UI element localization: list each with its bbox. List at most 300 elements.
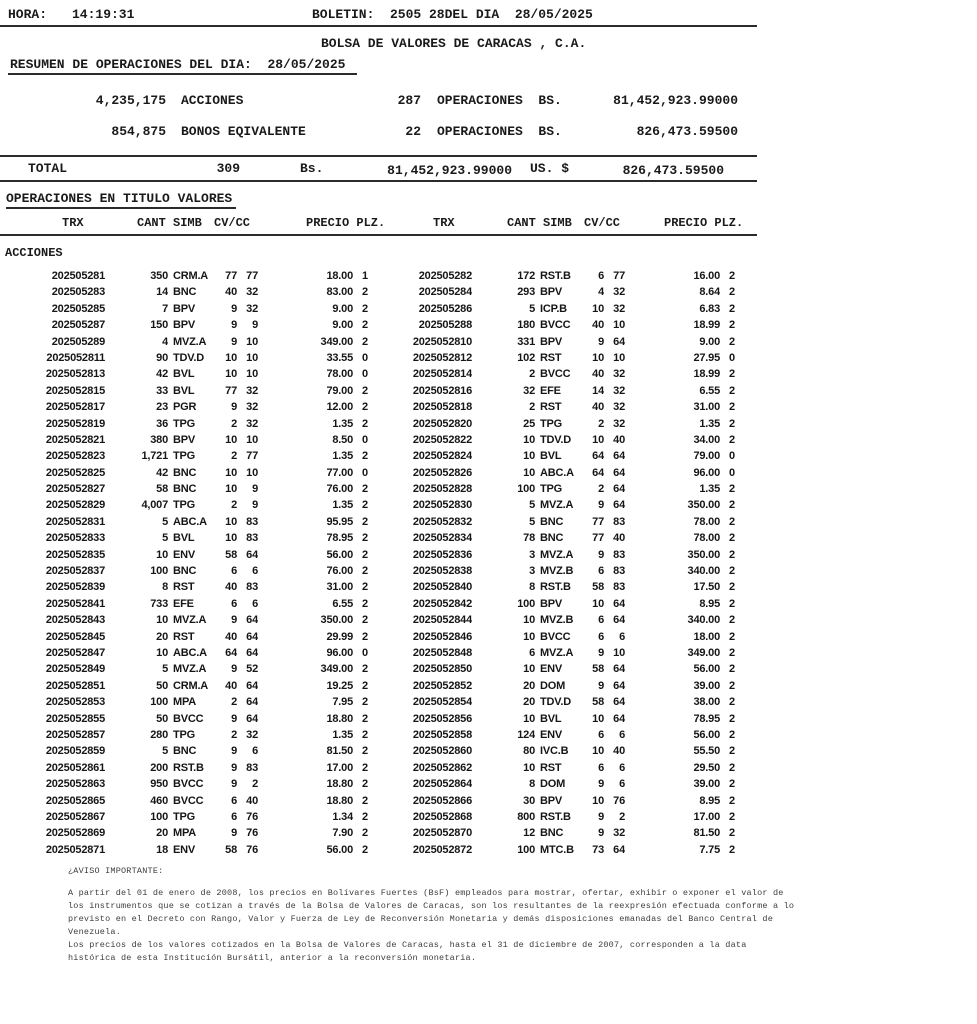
cell-simb: BPV — [173, 302, 196, 315]
cell-simb: PGR — [173, 401, 197, 414]
cell-precio: 18.99 — [693, 368, 720, 381]
cell-cv: 2 — [231, 450, 237, 463]
cell-cant: 100 — [517, 483, 535, 496]
cell-cant: 25 — [523, 417, 535, 430]
cell-simb: ICP.B — [540, 302, 567, 315]
cell-cant: 78 — [523, 532, 535, 545]
cell-cv: 10 — [225, 532, 237, 545]
cell-precio: 1.35 — [332, 499, 353, 512]
cell-cv: 58 — [225, 548, 237, 561]
cell-cv: 64 — [225, 646, 237, 659]
cell-trx: 2025052816 — [412, 384, 472, 397]
cell-cv: 40 — [225, 581, 237, 594]
cell-trx: 2025052821 — [45, 433, 105, 446]
cell-cv: 9 — [598, 499, 604, 512]
cell-cv: 77 — [592, 532, 604, 545]
cell-trx: 2025052811 — [46, 351, 105, 364]
cell-plz: 2 — [729, 827, 735, 840]
cell-precio: 19.25 — [326, 679, 353, 692]
table-row-left — [0, 645, 377, 661]
cell-trx: 2025052810 — [412, 335, 472, 348]
cell-precio: 9.00 — [332, 302, 353, 315]
cell-cant: 12 — [523, 827, 535, 840]
cell-cv: 40 — [225, 286, 237, 299]
cell-simb: ENV — [540, 663, 563, 676]
cell-precio: 8.95 — [699, 794, 720, 807]
cell-cant: 36 — [156, 417, 168, 430]
table-row — [0, 596, 760, 612]
cell-cc: 32 — [246, 286, 258, 299]
cell-simb: ENV — [173, 548, 196, 561]
cell-cc: 64 — [613, 499, 625, 512]
cell-precio: 39.00 — [693, 778, 720, 791]
cell-cant: 460 — [150, 794, 168, 807]
cell-cv: 58 — [225, 843, 237, 856]
cell-cant: 32 — [523, 384, 535, 397]
table-row — [0, 301, 760, 317]
cell-trx: 2025052831 — [45, 515, 105, 528]
cell-trx: 2025052832 — [412, 515, 472, 528]
cell-trx: 2025052846 — [412, 630, 472, 643]
table-row-right — [367, 547, 744, 563]
cell-cc: 77 — [246, 270, 258, 282]
cell-precio: 9.00 — [699, 335, 720, 348]
cell-cc: 77 — [613, 270, 625, 282]
cell-cc: 83 — [246, 532, 258, 545]
cell-cv: 64 — [592, 466, 604, 479]
cell-cc: 32 — [613, 827, 625, 840]
cell-simb: MVZ.B — [540, 614, 574, 627]
col-header-cvcc-left: CV/CC — [214, 216, 251, 230]
cell-cc: 40 — [613, 745, 625, 758]
col-header-cant-simb-right: CANT SIMB — [507, 216, 572, 230]
cell-precio: 56.00 — [326, 548, 353, 561]
cell-cant: 200 — [150, 761, 168, 774]
cell-trx: 2025052829 — [45, 499, 105, 512]
cell-simb: DOM — [540, 679, 566, 692]
cell-plz: 2 — [362, 532, 368, 545]
table-row-left — [0, 776, 377, 792]
cell-precio: 76.00 — [326, 565, 353, 578]
cell-plz: 2 — [362, 401, 368, 414]
cell-cc: 9 — [252, 319, 258, 332]
cell-precio: 38.00 — [693, 696, 720, 709]
cell-simb: BVCC — [173, 794, 204, 807]
cell-trx: 2025052836 — [412, 548, 472, 561]
cell-trx: 2025052862 — [412, 761, 472, 774]
cell-plz: 2 — [362, 761, 368, 774]
table-row — [0, 563, 760, 579]
cell-cant: 2 — [529, 368, 535, 381]
cell-simb: BVCC — [173, 778, 204, 791]
cell-cc: 40 — [613, 433, 625, 446]
cell-plz: 2 — [729, 548, 735, 561]
cell-cv: 58 — [592, 696, 604, 709]
cell-cc: 64 — [246, 712, 258, 725]
table-row-right — [367, 579, 744, 595]
cell-trx: 2025052851 — [45, 679, 105, 692]
cell-trx: 2025052844 — [412, 614, 472, 627]
cell-cc: 10 — [246, 335, 258, 348]
cell-cant: 7 — [162, 302, 168, 315]
cell-cc: 32 — [613, 384, 625, 397]
cell-precio: 349.00 — [320, 663, 353, 676]
cell-cc: 40 — [246, 794, 258, 807]
cell-plz: 2 — [729, 696, 735, 709]
cell-simb: ENV — [540, 728, 563, 741]
cell-cv: 9 — [231, 778, 237, 791]
cell-plz: 2 — [729, 581, 735, 594]
cell-plz: 0 — [362, 433, 368, 446]
cell-trx: 2025052850 — [412, 663, 472, 676]
cell-precio: 27.95 — [693, 351, 720, 364]
table-row-left — [0, 481, 377, 497]
cell-cc: 6 — [252, 565, 258, 578]
table-row — [0, 743, 760, 759]
cell-plz: 2 — [729, 368, 735, 381]
cell-precio: 78.95 — [326, 532, 353, 545]
table-row-left — [0, 596, 377, 612]
cell-precio: 81.50 — [326, 745, 353, 758]
table-row-right — [367, 334, 744, 350]
table-row — [0, 760, 760, 776]
table-row — [0, 268, 760, 284]
cell-precio: 78.00 — [326, 368, 353, 381]
cell-plz: 0 — [729, 351, 735, 364]
cell-simb: TPG — [173, 728, 196, 741]
cell-cv: 77 — [225, 270, 237, 282]
cell-cv: 6 — [598, 565, 604, 578]
cell-trx: 2025052838 — [412, 565, 472, 578]
cell-cv: 6 — [598, 270, 604, 282]
cell-trx: 202505282 — [418, 270, 472, 282]
cell-cant: 42 — [156, 368, 168, 381]
cell-cv: 9 — [231, 319, 237, 332]
table-row-right — [367, 514, 744, 530]
cell-simb: RST.B — [540, 270, 571, 282]
cell-cant: 10 — [156, 548, 168, 561]
cell-precio: 340.00 — [687, 565, 720, 578]
cell-cc: 10 — [613, 351, 625, 364]
cell-cant: 50 — [156, 679, 168, 692]
table-row-right — [367, 563, 744, 579]
cell-precio: 12.00 — [326, 401, 353, 414]
table-row-left — [0, 743, 377, 759]
table-row-right — [367, 825, 744, 841]
cell-cv: 9 — [231, 614, 237, 627]
cell-precio: 8.95 — [699, 597, 720, 610]
table-row-left — [0, 579, 377, 595]
table-row — [0, 711, 760, 727]
cell-trx: 2025052849 — [45, 663, 105, 676]
table-row-left — [0, 465, 377, 481]
cell-cc: 83 — [613, 581, 625, 594]
cell-cc: 52 — [246, 663, 258, 676]
cell-cant: 33 — [156, 384, 168, 397]
cell-cc: 64 — [613, 597, 625, 610]
cell-cc: 76 — [246, 843, 258, 856]
cell-trx: 2025052868 — [412, 810, 472, 823]
col-header-precio-plz-left: PRECIO PLZ. — [306, 216, 386, 230]
cell-cc: 32 — [246, 728, 258, 741]
cell-trx: 2025052860 — [412, 745, 472, 758]
cell-cc: 64 — [246, 679, 258, 692]
total-divider-bottom — [0, 180, 757, 182]
cell-cc: 64 — [613, 696, 625, 709]
total-divider-top — [0, 155, 757, 157]
cell-cc: 6 — [252, 597, 258, 610]
cell-simb: BNC — [173, 483, 197, 496]
cell-cc: 32 — [246, 417, 258, 430]
cell-plz: 0 — [362, 368, 368, 381]
cell-cant: 180 — [517, 319, 535, 332]
cell-cc: 6 — [619, 630, 625, 643]
table-row — [0, 497, 760, 513]
cell-precio: 29.50 — [693, 761, 720, 774]
table-row-left — [0, 629, 377, 645]
cell-precio: 29.99 — [326, 630, 353, 643]
cell-precio: 350.00 — [320, 614, 353, 627]
table-row — [0, 350, 760, 366]
table-row — [0, 416, 760, 432]
cell-cant: 350 — [150, 270, 168, 282]
table-row-left — [0, 416, 377, 432]
cell-cant: 124 — [517, 728, 535, 741]
cell-simb: BVL — [540, 712, 562, 725]
cell-simb: BNC — [540, 827, 564, 840]
cell-plz: 2 — [729, 401, 735, 414]
table-row-left — [0, 711, 377, 727]
cell-cc: 76 — [246, 827, 258, 840]
cell-cant: 5 — [162, 663, 168, 676]
table-row-left — [0, 727, 377, 743]
cell-trx: 2025052857 — [45, 728, 105, 741]
table-row — [0, 629, 760, 645]
cell-trx: 2025052813 — [45, 368, 105, 381]
cell-cv: 10 — [225, 368, 237, 381]
cell-precio: 55.50 — [693, 745, 720, 758]
cell-plz: 2 — [729, 335, 735, 348]
cell-precio: 8.64 — [699, 286, 720, 299]
table-row-left — [0, 366, 377, 382]
cell-plz: 2 — [362, 679, 368, 692]
table-row-right — [367, 776, 744, 792]
cell-trx: 2025052835 — [45, 548, 105, 561]
cell-cant: 100 — [150, 565, 168, 578]
table-row-left — [0, 448, 377, 464]
cell-precio: 39.00 — [693, 679, 720, 692]
cell-cc: 9 — [252, 499, 258, 512]
cell-cv: 9 — [598, 335, 604, 348]
cell-plz: 2 — [729, 761, 735, 774]
cell-trx: 2025052825 — [45, 466, 105, 479]
cell-trx: 2025052863 — [45, 778, 105, 791]
table-row — [0, 645, 760, 661]
cell-plz: 2 — [729, 745, 735, 758]
cell-trx: 2025052840 — [412, 581, 472, 594]
cell-precio: 350.00 — [687, 548, 720, 561]
cell-cant: 5 — [162, 532, 168, 545]
table-row — [0, 661, 760, 677]
cell-cv: 10 — [225, 433, 237, 446]
cell-cant: 6 — [529, 646, 535, 659]
cell-plz: 2 — [362, 384, 368, 397]
table-row — [0, 465, 760, 481]
cell-cv: 10 — [592, 712, 604, 725]
trades-rows — [0, 268, 760, 858]
cell-cc: 10 — [246, 466, 258, 479]
cell-cc: 83 — [246, 581, 258, 594]
cell-cv: 6 — [231, 565, 237, 578]
cell-precio: 349.00 — [320, 335, 353, 348]
cell-cv: 77 — [225, 384, 237, 397]
cell-cc: 76 — [613, 794, 625, 807]
total-amount-usd: 826,473.59500 — [622, 163, 724, 178]
cell-simb: TPG — [173, 417, 196, 430]
summary-qty: 854,875 — [111, 124, 166, 139]
cell-cc: 32 — [613, 286, 625, 299]
cell-precio: 78.00 — [693, 532, 720, 545]
cell-cv: 6 — [598, 728, 604, 741]
cell-cant: 1,721 — [141, 450, 168, 463]
cell-plz: 2 — [729, 302, 735, 315]
cell-cv: 2 — [231, 417, 237, 430]
cell-precio: 1.35 — [699, 417, 720, 430]
table-row-left — [0, 497, 377, 513]
table-row-left — [0, 760, 377, 776]
cell-simb: BNC — [173, 745, 197, 758]
cell-plz: 2 — [362, 663, 368, 676]
cell-simb: BVL — [173, 384, 195, 397]
cell-trx: 2025052871 — [45, 843, 105, 856]
cell-simb: BNC — [173, 466, 197, 479]
cell-precio: 1.34 — [332, 810, 353, 823]
cell-cant: 8 — [529, 581, 535, 594]
cell-plz: 2 — [362, 696, 368, 709]
total-currency: Bs. — [300, 161, 324, 176]
cell-plz: 2 — [362, 712, 368, 725]
table-row-right — [367, 317, 744, 333]
boletin-label: BOLETIN: — [312, 7, 375, 22]
cell-cv: 9 — [231, 401, 237, 414]
cell-cv: 10 — [592, 302, 604, 315]
cell-precio: 17.50 — [693, 581, 720, 594]
cell-cv: 6 — [598, 761, 604, 774]
table-row — [0, 514, 760, 530]
cell-precio: 78.00 — [693, 515, 720, 528]
cell-cv: 9 — [598, 679, 604, 692]
col-header-precio-plz-right: PRECIO PLZ. — [664, 216, 744, 230]
cell-cant: 3 — [529, 548, 535, 561]
cell-cv: 9 — [231, 663, 237, 676]
cell-plz: 2 — [362, 597, 368, 610]
table-row-right — [367, 661, 744, 677]
cell-cc: 83 — [246, 515, 258, 528]
table-row-left — [0, 793, 377, 809]
col-header-cvcc-right: CV/CC — [584, 216, 621, 230]
cell-cv: 10 — [225, 466, 237, 479]
cell-simb: ABC.A — [173, 515, 207, 528]
cell-trx: 2025052852 — [412, 679, 472, 692]
cell-simb: BPV — [540, 597, 563, 610]
cell-plz: 2 — [729, 778, 735, 791]
cell-precio: 77.00 — [326, 466, 353, 479]
summary-ops-label: OPERACIONES BS. — [437, 124, 562, 139]
cell-cant: 8 — [529, 778, 535, 791]
cell-cv: 9 — [231, 827, 237, 840]
cell-cant: 280 — [150, 728, 168, 741]
cell-precio: 9.00 — [332, 319, 353, 332]
cell-cv: 9 — [598, 810, 604, 823]
cell-simb: TDV.D — [540, 696, 571, 709]
cell-simb: RST — [540, 401, 562, 414]
cell-trx: 2025052866 — [412, 794, 472, 807]
cell-cc: 64 — [613, 614, 625, 627]
cell-plz: 0 — [362, 646, 368, 659]
cell-trx: 2025052864 — [412, 778, 472, 791]
cell-cc: 40 — [613, 532, 625, 545]
table-row — [0, 793, 760, 809]
cell-simb: MVZ.A — [540, 646, 574, 659]
cell-plz: 2 — [362, 794, 368, 807]
cell-plz: 2 — [729, 712, 735, 725]
cell-simb: EFE — [173, 597, 194, 610]
cell-trx: 202505283 — [51, 286, 105, 299]
aviso-title: ¿AVISO IMPORTANTE: — [68, 866, 164, 876]
cell-simb: RST.B — [540, 810, 571, 823]
cell-cv: 9 — [231, 302, 237, 315]
cell-precio: 18.00 — [326, 270, 353, 282]
cell-simb: TPG — [540, 417, 563, 430]
cell-precio: 83.00 — [326, 286, 353, 299]
section-title: OPERACIONES EN TITULO VALORES — [6, 191, 233, 206]
cell-cv: 73 — [592, 843, 604, 856]
cell-precio: 340.00 — [687, 614, 720, 627]
cell-cv: 2 — [598, 417, 604, 430]
cell-simb: RST — [173, 630, 195, 643]
cell-plz: 2 — [729, 630, 735, 643]
cell-precio: 1.35 — [332, 417, 353, 430]
cell-trx: 2025052839 — [45, 581, 105, 594]
table-row — [0, 366, 760, 382]
cell-simb: IVC.B — [540, 745, 569, 758]
cell-simb: BVCC — [540, 630, 571, 643]
cell-cc: 9 — [252, 483, 258, 496]
cell-plz: 1 — [362, 270, 368, 282]
resumen-underline — [8, 73, 357, 75]
cell-precio: 56.00 — [326, 843, 353, 856]
cell-cc: 64 — [613, 466, 625, 479]
cell-plz: 2 — [362, 302, 368, 315]
cell-plz: 2 — [362, 450, 368, 463]
cell-plz: 2 — [729, 532, 735, 545]
cell-plz: 2 — [362, 319, 368, 332]
cell-trx: 202505289 — [51, 335, 105, 348]
cell-cv: 10 — [592, 433, 604, 446]
cell-cv: 4 — [598, 286, 604, 299]
col-header-cant-simb-left: CANT SIMB — [137, 216, 202, 230]
cell-cc: 64 — [613, 843, 625, 856]
cell-plz: 2 — [729, 433, 735, 446]
cell-simb: MVZ.A — [540, 548, 574, 561]
summary-ops-label: OPERACIONES BS. — [437, 93, 562, 108]
cell-simb: BVL — [540, 450, 562, 463]
cell-plz: 2 — [729, 614, 735, 627]
cell-trx: 2025052870 — [412, 827, 472, 840]
cell-precio: 8.50 — [332, 433, 353, 446]
aviso-line: previsto en el Decreto con Rango, Valor y Fuerza de Ley de Reconversión Monetaria y demás disposiciones emanadas del Banco Central de — [68, 914, 774, 924]
table-row-left — [0, 809, 377, 825]
